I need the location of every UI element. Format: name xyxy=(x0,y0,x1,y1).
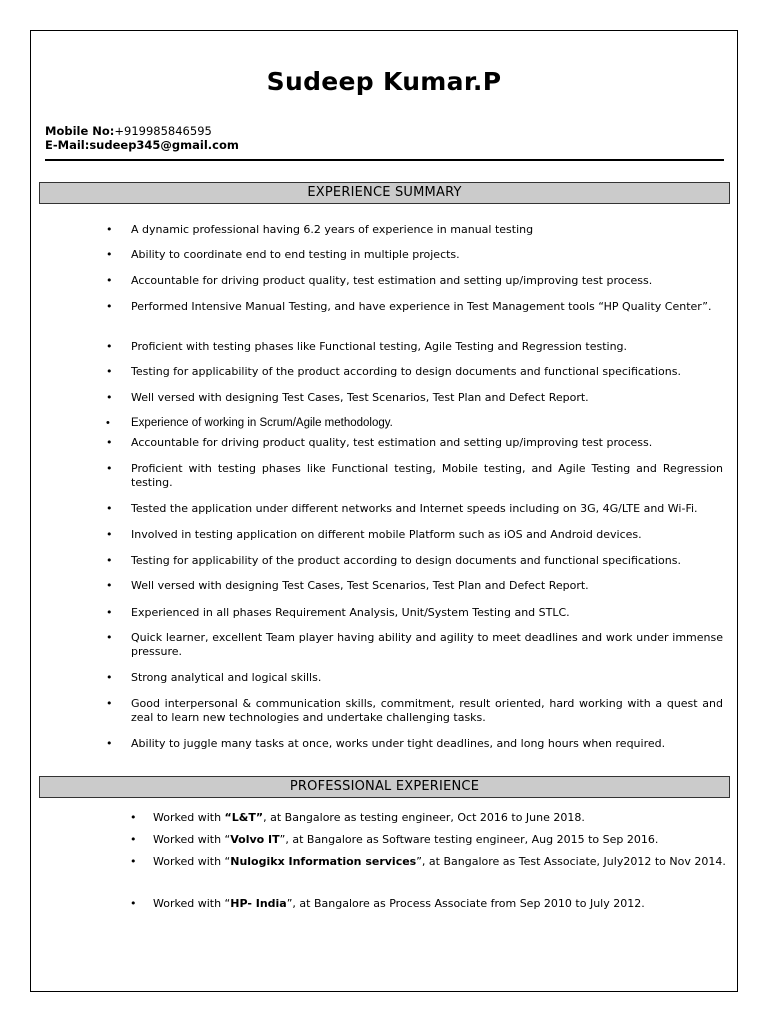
mobile-label: Mobile No: xyxy=(45,124,115,138)
bullet-icon: • xyxy=(106,300,113,313)
summary-item: • Good interpersonal & communication skills, commitment, result oriented, hard working with a quest and zeal to learn new technologies and undertake challenging tasks. xyxy=(106,697,723,724)
company-name: HP- India xyxy=(230,897,287,910)
bullet-icon: • xyxy=(130,855,137,868)
experience-item: • Worked with “HP- India”, at Bangalore as Process Associate from Sep 2010 to July 2012. xyxy=(153,893,728,914)
bullet-icon: • xyxy=(106,579,113,592)
bullet-icon: • xyxy=(106,737,113,750)
summary-item: • Performed Intensive Manual Testing, and have experience in Test Management tools “HP Quality Center”. xyxy=(106,300,712,313)
company-name: Nulogikx Information services xyxy=(230,855,417,868)
resume-page xyxy=(30,30,738,992)
summary-item: • A dynamic professional having 6.2 years of experience in manual testing xyxy=(106,223,534,236)
summary-item: • Strong analytical and logical skills. xyxy=(106,671,322,684)
professional-experience-heading: PROFESSIONAL EXPERIENCE xyxy=(39,776,730,798)
summary-item: • Well versed with designing Test Cases, Test Scenarios, Test Plan and Defect Report. xyxy=(106,391,589,404)
bullet-icon: • xyxy=(130,833,137,846)
experience-item: • Worked with “Volvo IT”, at Bangalore as Software testing engineer, Aug 2015 to Sep 2016. xyxy=(153,829,728,850)
summary-item: • Quick learner, excellent Team player having ability and agility to meet deadlines and work under immense pressure. xyxy=(106,631,723,658)
summary-item: • Testing for applicability of the product according to design documents and functional specifications. xyxy=(106,554,681,567)
company-name: Volvo IT xyxy=(230,833,280,846)
bullet-icon: • xyxy=(106,340,113,353)
summary-item: • Accountable for driving product quality, test estimation and setting up/improving test process. xyxy=(106,436,653,449)
mobile-line xyxy=(45,124,239,138)
email-line xyxy=(45,138,239,152)
bullet-icon: • xyxy=(106,248,113,261)
summary-item: • Experience of working in Scrum/Agile methodology. xyxy=(106,417,393,429)
bullet-icon: • xyxy=(106,391,113,404)
bullet-icon: • xyxy=(106,554,113,567)
summary-item: • Accountable for driving product quality, test estimation and setting up/improving test process. xyxy=(106,274,653,287)
candidate-name: Sudeep Kumar.P xyxy=(266,67,502,96)
bullet-icon: • xyxy=(106,502,113,515)
bullet-icon: • xyxy=(106,606,113,619)
summary-item: • Ability to coordinate end to end testing in multiple projects. xyxy=(106,248,460,261)
email-value: sudeep345@gmail.com xyxy=(89,138,239,152)
summary-item: • Tested the application under different networks and Internet speeds including on 3G, 4G/LTE and Wi-Fi. xyxy=(106,502,698,515)
bullet-icon: • xyxy=(106,223,113,236)
bullet-icon: • xyxy=(106,631,113,644)
bullet-icon: • xyxy=(106,697,113,710)
company-name: “L&T” xyxy=(224,811,264,824)
bullet-icon: • xyxy=(106,671,113,684)
summary-item: • Proficient with testing phases like Functional testing, Agile Testing and Regression testing. xyxy=(106,340,628,353)
experience-summary-heading: EXPERIENCE SUMMARY xyxy=(39,182,730,204)
email-label: E-Mail: xyxy=(45,138,90,152)
experience-item: • Worked with “L&T”, at Bangalore as testing engineer, Oct 2016 to June 2018. xyxy=(153,807,728,828)
bullet-icon: • xyxy=(130,897,137,910)
bullet-icon: • xyxy=(106,365,113,378)
header-divider xyxy=(45,159,724,161)
bullet-icon: • xyxy=(106,274,113,287)
summary-item: • Experienced in all phases Requirement Analysis, Unit/System Testing and STLC. xyxy=(106,606,570,619)
summary-item: • Well versed with designing Test Cases, Test Scenarios, Test Plan and Defect Report. xyxy=(106,579,589,592)
mobile-value: +919985846595 xyxy=(114,124,212,138)
contact-block xyxy=(45,124,239,152)
bullet-icon: • xyxy=(106,462,113,475)
experience-item: • Worked with “Nulogikx Information services”, at Bangalore as Test Associate, July2012 to Nov 2014. xyxy=(153,851,728,872)
bullet-icon: • xyxy=(106,417,110,429)
summary-item: • Involved in testing application on different mobile Platform such as iOS and Android devices. xyxy=(106,528,642,541)
bullet-icon: • xyxy=(106,528,113,541)
summary-item: • Ability to juggle many tasks at once, works under tight deadlines, and long hours when required. xyxy=(106,737,666,750)
summary-item: • Proficient with testing phases like Functional testing, Mobile testing, and Agile Testing and Regression testing. xyxy=(106,462,723,489)
summary-item: • Testing for applicability of the product according to design documents and functional specifications. xyxy=(106,365,681,378)
bullet-icon: • xyxy=(106,436,113,449)
bullet-icon: • xyxy=(130,811,137,824)
